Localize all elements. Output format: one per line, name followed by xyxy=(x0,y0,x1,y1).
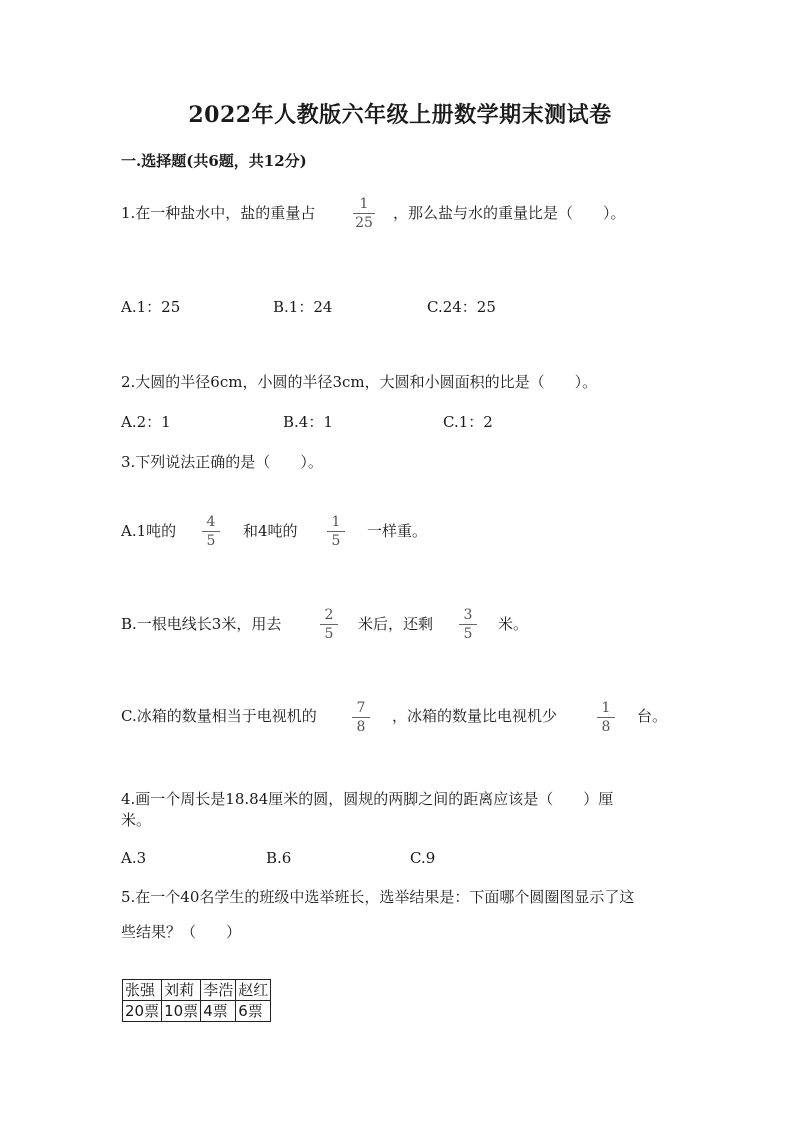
q1-text-after: ，那么盐与水的重量比是（ ）。 xyxy=(393,204,626,222)
q3-option-c-part3: 台。 xyxy=(637,707,668,725)
vote-results-table xyxy=(122,979,271,1022)
q3-text: 3.下列说法正确的是（ ）。 xyxy=(121,453,323,471)
q4-option-a: A.3 xyxy=(121,849,147,867)
q1-option-c: C.24：25 xyxy=(427,298,496,316)
fraction-bar xyxy=(353,213,375,214)
q5-text-line2: 些结果？（ ） xyxy=(121,923,242,941)
fraction-bar xyxy=(202,531,220,532)
vote-count-cell: 20票 xyxy=(123,1001,162,1022)
q1-option-b: B.1：24 xyxy=(273,298,333,316)
fraction-bar xyxy=(459,624,477,625)
q3-option-c-fraction-2 xyxy=(597,700,615,735)
q2-text: 2.大圆的半径6cm，小圆的半径3cm，大圆和小圆面积的比是（ ）。 xyxy=(121,373,598,391)
vote-count-cell: 6票 xyxy=(236,1001,271,1022)
q3-option-c-fraction-1 xyxy=(352,700,370,735)
fraction-denominator: 5 xyxy=(206,533,216,549)
fraction-numerator: 1 xyxy=(359,196,369,212)
vote-count-cell: 10票 xyxy=(162,1001,201,1022)
q4-text-line1: 4.画一个周长是18.84厘米的圆，圆规的两脚之间的距离应该是（ ）厘 xyxy=(121,790,614,808)
table-row xyxy=(123,1001,271,1022)
q3-option-a-part3: 一样重。 xyxy=(367,522,428,540)
q3-option-a-part2: 和4吨的 xyxy=(243,522,298,540)
q3-option-b-part1: B.一根电线长3米，用去 xyxy=(121,615,282,633)
vote-count-cell: 4票 xyxy=(201,1001,236,1022)
candidate-name-cell: 赵红 xyxy=(236,980,271,1001)
q3-option-a-fraction-2 xyxy=(327,514,345,549)
fraction-denominator: 5 xyxy=(463,626,473,642)
q4-option-c: C.9 xyxy=(410,849,436,867)
q3-option-c-part1: C.冰箱的数量相当于电视机的 xyxy=(121,707,317,725)
q3-option-b-part3: 米。 xyxy=(498,615,529,633)
fraction-denominator: 5 xyxy=(324,626,334,642)
q4-option-b: B.6 xyxy=(266,849,292,867)
fraction-numerator: 1 xyxy=(601,700,611,716)
q3-option-b-fraction-2 xyxy=(459,607,477,642)
fraction-numerator: 2 xyxy=(324,607,334,623)
q3-option-b-fraction-1 xyxy=(320,607,338,642)
q3-option-b-part2: 米后，还剩 xyxy=(358,615,434,633)
q3-option-a-fraction-1 xyxy=(202,514,220,549)
q2-option-b: B.4：1 xyxy=(283,413,333,431)
table-row xyxy=(123,980,271,1001)
fraction-bar xyxy=(327,531,345,532)
candidate-name-cell: 李浩 xyxy=(201,980,236,1001)
fraction-denominator: 8 xyxy=(601,719,611,735)
page-title: 2022年人教版六年级上册数学期末测试卷 xyxy=(188,102,612,128)
fraction-bar xyxy=(320,624,338,625)
fraction-denominator: 5 xyxy=(331,533,341,549)
q4-text-line2: 米。 xyxy=(121,811,152,829)
fraction-bar xyxy=(352,717,370,718)
fraction-numerator: 4 xyxy=(206,514,216,530)
q3-option-a-part1: A.1吨的 xyxy=(121,522,177,540)
fraction-numerator: 7 xyxy=(356,700,366,716)
q5-text-line1: 5.在一个40名学生的班级中选举班长，选举结果是：下面哪个圆圈图显示了这 xyxy=(121,888,635,906)
q2-option-a: A.2：1 xyxy=(121,413,171,431)
q1-option-a: A.1：25 xyxy=(121,298,181,316)
candidate-name-cell: 刘莉 xyxy=(162,980,201,1001)
q1-fraction xyxy=(353,196,375,231)
fraction-bar xyxy=(597,717,615,718)
fraction-numerator: 1 xyxy=(331,514,341,530)
fraction-denominator: 8 xyxy=(356,719,366,735)
q3-option-c-part2: ，冰箱的数量比电视机少 xyxy=(392,707,558,725)
fraction-numerator: 3 xyxy=(463,607,473,623)
candidate-name-cell: 张强 xyxy=(123,980,162,1001)
q2-option-c: C.1：2 xyxy=(443,413,493,431)
fraction-denominator: 25 xyxy=(355,215,373,231)
section-heading: 一.选择题(共6题，共12分) xyxy=(121,152,307,170)
q1-text-before: 1.在一种盐水中，盐的重量占 xyxy=(121,204,316,222)
